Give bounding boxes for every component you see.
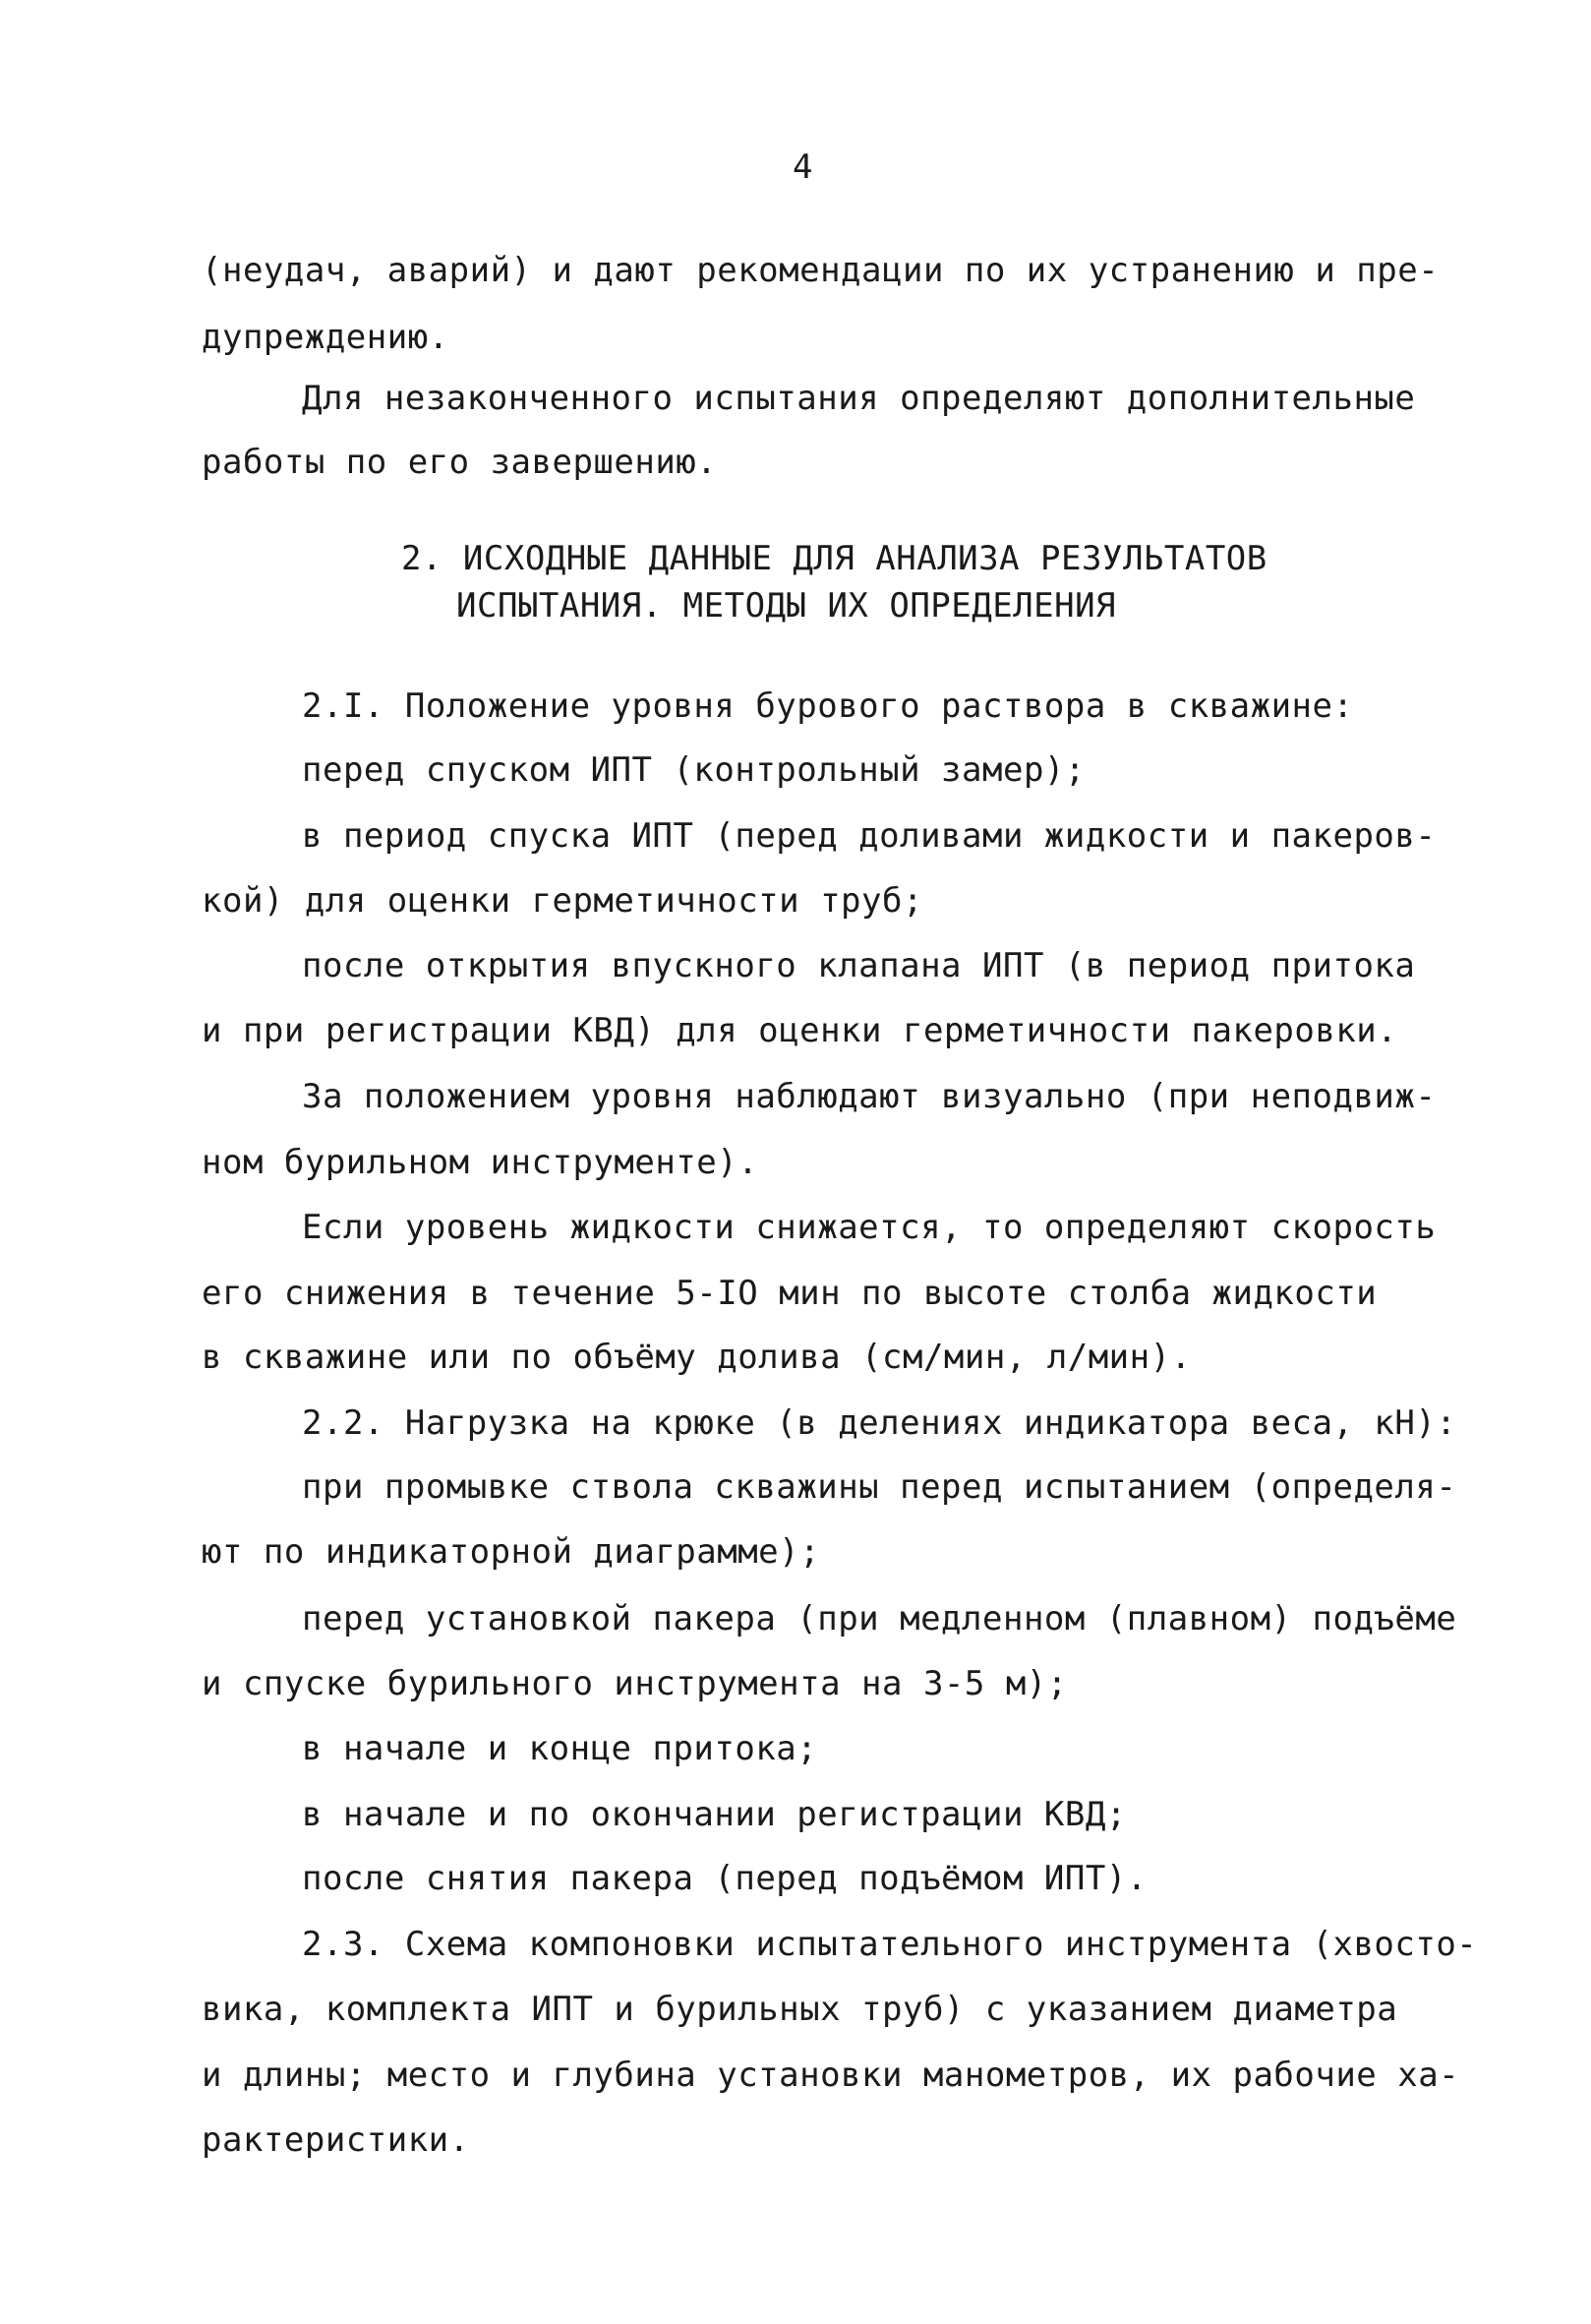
text-line: и длины; место и глубина установки манометров, их рабочие ха- (202, 2056, 1460, 2095)
text-line: после снятия пакера (перед подъёмом ИПТ). (302, 1859, 1148, 1898)
section-heading-line-2: ИСПЫТАНИЯ. МЕТОДЫ ИХ ОПРЕДЕЛЕНИЯ (456, 586, 1117, 626)
text-line: (неудач, аварий) и дают рекомендации по их устранению и пре- (202, 251, 1440, 290)
text-line: вика, комплекта ИПТ и бурильных труб) с указанием диаметра (202, 1990, 1398, 2029)
text-line: 2.2. Нагрузка на крюке (в делениях индикатора веса, кН): (302, 1403, 1457, 1443)
text-line: работы по его завершению. (202, 443, 718, 482)
text-line: дупреждению. (202, 318, 449, 357)
text-line: в скважине или по объёму долива (см/мин, л/мин). (202, 1338, 1192, 1377)
text-line: перед спуском ИПТ (контрольный замер); (302, 750, 1086, 790)
text-line: при промывке ствола скважины перед испытанием (определя- (302, 1467, 1457, 1507)
text-line: и при регистрации КВД) для оценки герметичности пакеровки. (202, 1011, 1398, 1050)
text-line: За положением уровня наблюдают визуально (при неподвиж- (302, 1077, 1437, 1116)
text-line: после открытия впускного клапана ИПТ (в период притока (302, 946, 1416, 985)
text-line: его снижения в течение 5-IO мин по высоте столба жидкости (202, 1274, 1378, 1313)
text-line: в начале и по окончании регистрации КВД; (302, 1795, 1127, 1834)
section-heading-line-1: 2. ИСХОДНЫЕ ДАННЫЕ ДЛЯ АНАЛИЗА РЕЗУЛЬТАТОВ (401, 539, 1267, 578)
text-line: ном бурильном инструменте). (202, 1143, 759, 1182)
page-number: 4 (793, 148, 813, 187)
text-line: 2.3. Схема компоновки испытательного инструмента (хвосто- (302, 1925, 1478, 1964)
text-line: 2.I. Положение уровня бурового раствора в скважине: (302, 686, 1354, 726)
text-line: рактеристики. (202, 2120, 470, 2160)
text-line: ют по индикаторной диаграмме); (202, 1532, 821, 1572)
text-line: перед установкой пакера (при медленном (плавном) подъёме (302, 1599, 1457, 1639)
text-line: в период спуска ИПТ (перед доливами жидкости и пакеров- (302, 816, 1437, 856)
text-line: и спуске бурильного инструмента на 3-5 м); (202, 1664, 1068, 1703)
text-line: Для незаконченного испытания определяют дополнительные (302, 379, 1416, 418)
text-line: кой) для оценки герметичности труб; (202, 881, 923, 921)
text-line: Если уровень жидкости снижается, то определяют скорость (302, 1208, 1437, 1247)
text-line: в начале и конце притока; (302, 1729, 818, 1768)
